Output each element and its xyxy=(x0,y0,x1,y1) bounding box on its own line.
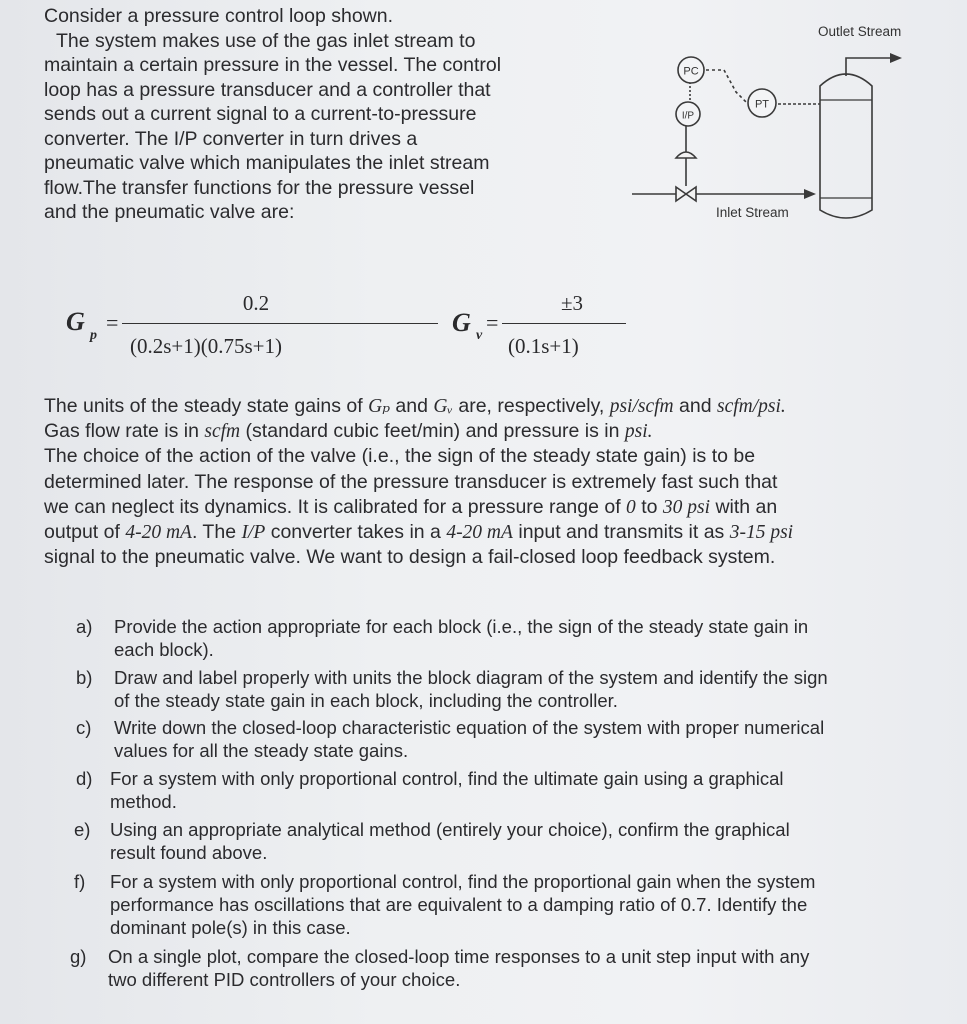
gp-symbol-inline: Gₚ xyxy=(368,396,391,417)
paragraph-line xyxy=(44,495,964,520)
gp-symbol: G xyxy=(66,307,85,336)
gp-denominator: (0.2s+1)(0.75s+1) xyxy=(130,334,283,358)
question-line: method. xyxy=(110,791,177,812)
paragraph-line: signal to the pneumatic valve. We want to design a fail-closed loop feedback system. xyxy=(44,546,776,569)
inlet-stream-label: Inlet Stream xyxy=(716,205,789,220)
unit-scfm-psi: scfm/psi. xyxy=(717,396,786,417)
intro-line: Consider a pressure control loop shown. xyxy=(44,5,394,27)
unit-psi: psi. xyxy=(624,421,653,443)
question-line: Write down the closed-loop characteristic equation of the system with proper numerical xyxy=(114,717,825,738)
text-span: Gas flow rate is in xyxy=(44,420,205,443)
question-label: c) xyxy=(76,717,92,738)
control-valve xyxy=(676,187,696,201)
question-line: For a system with only proportional control, find the proportional gain when the system xyxy=(110,871,816,892)
description-paragraph xyxy=(44,394,964,570)
question-label: g) xyxy=(70,946,87,967)
signal-range: 4-20 mA xyxy=(446,522,513,544)
intro-paragraph xyxy=(44,4,624,225)
question-label: d) xyxy=(76,768,93,789)
signal-range: 4-20 mA xyxy=(125,522,192,544)
signal-line xyxy=(706,70,748,104)
gv-denominator: (0.1s+1) xyxy=(508,334,579,358)
ip-label: I/P xyxy=(681,110,695,122)
paragraph-line xyxy=(44,394,964,419)
question-line: each block). xyxy=(114,639,214,660)
unit-psi-scfm: psi/scfm xyxy=(609,396,674,417)
intro-line: and the pneumatic valve are: xyxy=(44,201,295,223)
gv-equation xyxy=(452,284,642,364)
vessel-outline xyxy=(820,74,872,218)
text-span: (standard cubic feet/min) and pressure is in xyxy=(240,420,625,443)
ip-inline: I/P xyxy=(241,522,266,544)
question-line: For a system with only proportional control, find the ultimate gain using a graphical xyxy=(110,768,784,789)
text-span: output of xyxy=(44,521,126,544)
range-low: 0 xyxy=(626,496,636,518)
gp-equation xyxy=(66,282,386,362)
fraction-bar xyxy=(502,323,626,324)
range-high: 30 psi xyxy=(662,496,711,518)
question-line: of the steady state gain in each block, including the controller. xyxy=(114,690,618,711)
intro-line: flow.The transfer functions for the pressure vessel xyxy=(44,176,475,199)
text-span: and xyxy=(390,395,434,417)
equals-sign: = xyxy=(106,310,119,335)
text-span: . The xyxy=(191,521,242,544)
gv-symbol-inline: Gᵥ xyxy=(433,396,453,417)
question-label: a) xyxy=(76,616,93,637)
paragraph-line xyxy=(44,419,964,444)
text-span: with an xyxy=(710,495,778,518)
paragraph-line: The choice of the action of the valve (i.e., the sign of the steady state gain) is to be xyxy=(44,445,756,468)
text-span: converter takes in a xyxy=(265,521,447,544)
paragraph-line: determined later. The response of the pressure transducer is extremely fast such that xyxy=(44,470,778,493)
paragraph-line xyxy=(44,520,964,545)
question-label: b) xyxy=(76,667,93,688)
fraction-bar xyxy=(122,323,438,324)
arrow-icon xyxy=(804,189,816,199)
text-span: to xyxy=(635,495,663,518)
text-span: we can neglect its dynamics. It is calibrated for a pressure range of xyxy=(44,495,627,518)
process-diagram xyxy=(620,10,950,230)
pt-label: PT xyxy=(754,98,770,111)
intro-line: pneumatic valve which manipulates the inlet stream xyxy=(44,152,490,174)
gp-numerator: 0.2 xyxy=(242,291,270,315)
question-line: Provide the action appropriate for each block (i.e., the sign of the steady state gain in xyxy=(114,616,809,637)
gv-numerator: ±3 xyxy=(560,291,584,315)
question-line: On a single plot, compare the closed-loop time responses to a unit step input with any xyxy=(108,946,810,967)
intro-line: sends out a current signal to a current-to-pressure xyxy=(44,103,477,125)
text-span: The units of the steady state gains of xyxy=(44,395,369,417)
unit-scfm: scfm xyxy=(204,421,241,443)
intro-line: maintain a certain pressure in the vessel. The control xyxy=(44,54,502,76)
intro-line: converter. The I/P converter in turn drives a xyxy=(44,127,418,150)
question-line: Draw and label properly with units the block diagram of the system and identify the sign xyxy=(114,667,828,688)
question-line: result found above. xyxy=(110,842,268,863)
arrow-icon xyxy=(890,53,902,63)
valve-actuator xyxy=(676,152,696,158)
question-line: performance has oscillations that are equivalent to a damping ratio of 0.7. Identify the xyxy=(110,894,808,915)
text-span: are, respectively, xyxy=(452,395,610,417)
equals-sign: = xyxy=(486,310,499,335)
question-label: f) xyxy=(74,871,86,892)
question-line: values for all the steady state gains. xyxy=(114,740,409,761)
text-span: and xyxy=(673,395,718,417)
question-line: Using an appropriate analytical method (entirely your choice), confirm the graphical xyxy=(110,819,790,840)
gv-symbol: G xyxy=(452,308,471,337)
question-line: two different PID controllers of your choice. xyxy=(108,969,461,990)
gv-subscript: v xyxy=(476,328,483,343)
gp-subscript: p xyxy=(90,328,97,343)
question-label: e) xyxy=(74,819,91,840)
question-line: dominant pole(s) in this case. xyxy=(110,917,351,938)
outlet-pipe xyxy=(846,58,890,76)
text-span: input and transmits it as xyxy=(512,521,730,544)
pc-label: PC xyxy=(683,65,699,78)
pneumatic-range: 3-15 psi xyxy=(729,522,794,544)
outlet-stream-label: Outlet Stream xyxy=(818,24,902,39)
intro-line: loop has a pressure transducer and a controller that xyxy=(44,78,491,101)
intro-line: The system makes use of the gas inlet stream to xyxy=(56,29,476,52)
